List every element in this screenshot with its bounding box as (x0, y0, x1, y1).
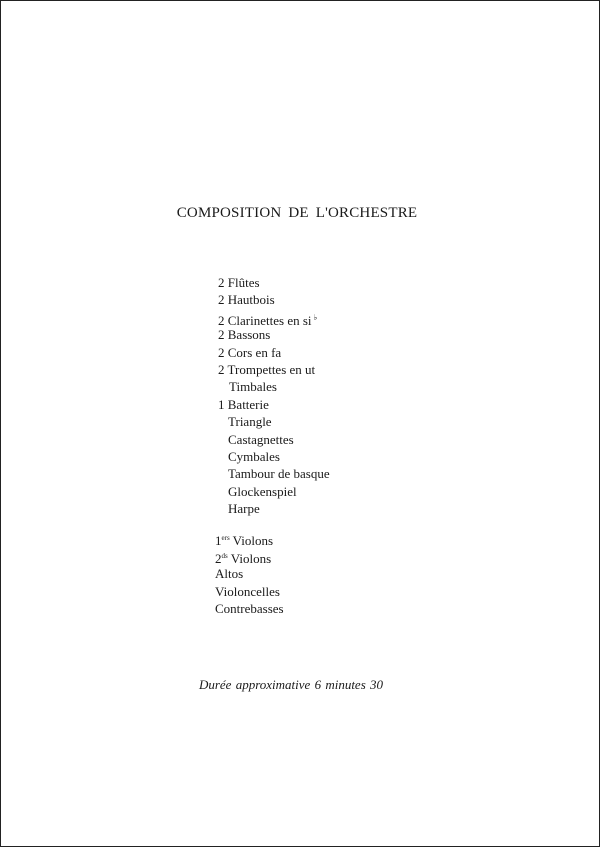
instrument-tambourine: Tambour de basque (228, 466, 330, 482)
first-violins-label: Violons (232, 533, 274, 548)
instrument-flutes: 2 Flûtes (218, 275, 260, 290)
instrument-harp: Harpe (228, 501, 260, 517)
instrument-horns: 2 Cors en fa (218, 344, 282, 360)
duration-note: Durée approximative 6 minutes 30 (198, 677, 384, 692)
strings-list (215, 530, 284, 618)
second-violins-number: 2 (215, 550, 222, 566)
instrument-oboes: 2 Hautbois (218, 292, 275, 308)
instrument-glockenspiel: Glockenspiel (228, 483, 297, 499)
instrument-triangle: Triangle (228, 414, 272, 430)
instrument-bassoons: 2 Bassons (218, 327, 271, 343)
instrument-castanets: Castagnettes (228, 431, 294, 447)
first-violins-number: 1 (215, 533, 222, 548)
second-violins-superscript: ds (221, 551, 228, 560)
instrument-clarinets (218, 309, 330, 326)
instrument-trumpets: 2 Trompettes en ut (218, 361, 316, 377)
instrument-clarinets-label: 2 Clarinettes en si (218, 312, 312, 328)
instrument-cymbals: Cymbales (228, 448, 280, 464)
instrument-percussion-group: 1 Batterie (218, 396, 269, 412)
instrument-list (218, 274, 330, 517)
instrument-cellos: Violoncelles (215, 583, 280, 599)
flat-sign: ♭ (313, 312, 318, 322)
instrument-double-basses: Contrebasses (215, 601, 284, 616)
second-violins-label: Violons (230, 550, 272, 566)
instrument-violas: Altos (215, 566, 244, 581)
instrument-second-violins (215, 548, 284, 566)
first-violins-superscript: ers (221, 534, 230, 542)
page-title: COMPOSITION DE L'ORCHESTRE (176, 205, 418, 221)
instrument-first-violins (215, 530, 284, 548)
instrument-timpani: Timbales (229, 379, 277, 395)
